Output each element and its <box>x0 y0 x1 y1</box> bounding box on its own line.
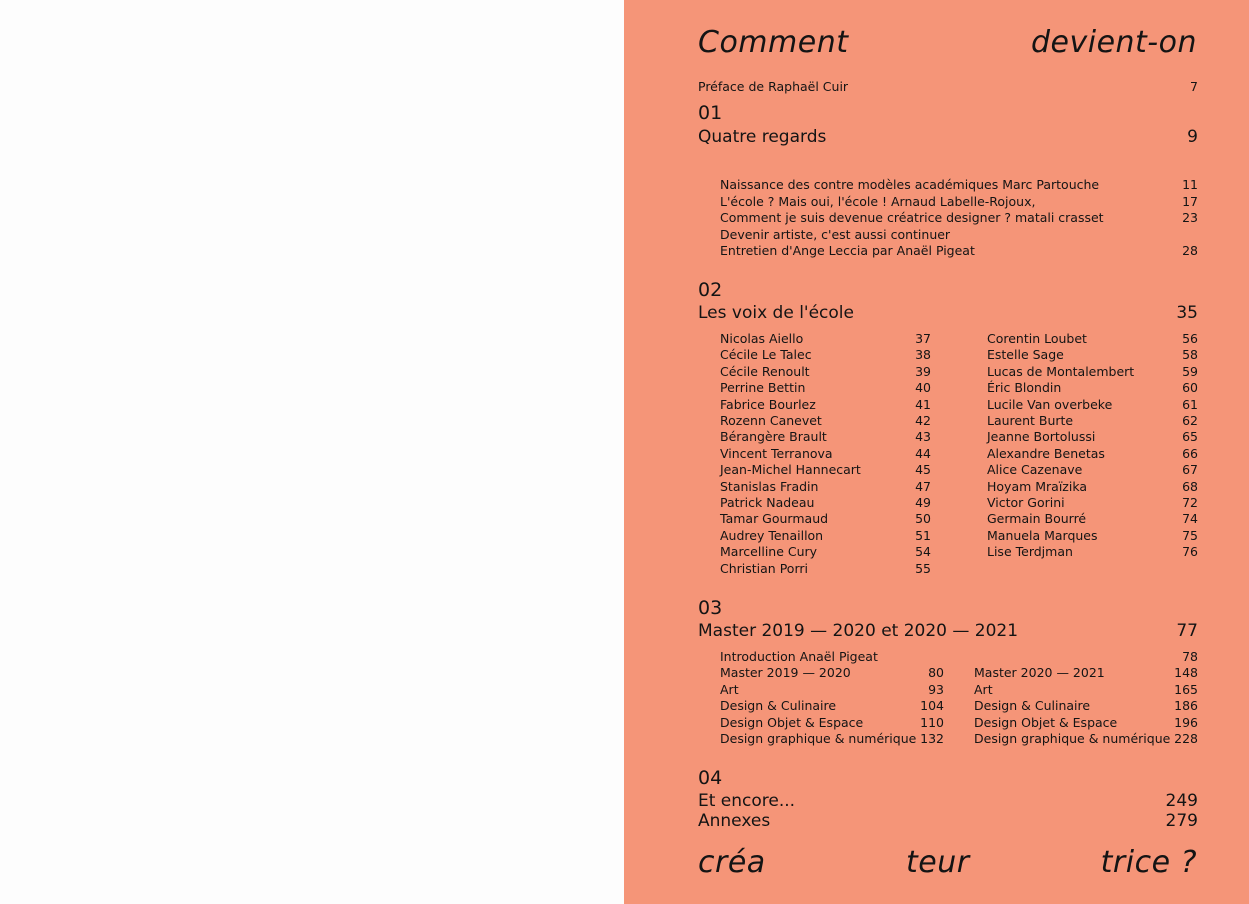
entry-label: Cécile Renoult <box>720 363 810 379</box>
toc-entry <box>720 715 944 732</box>
toc-entry <box>974 698 1198 715</box>
entry-label: Design graphique & numérique <box>974 731 1171 746</box>
toc-entry <box>720 331 931 348</box>
entry-page: 110 <box>920 714 944 730</box>
entry-label: Tamar Gourmaud <box>720 511 829 527</box>
entry-page: 50 <box>915 511 931 527</box>
footer-word-1: créa <box>698 845 766 880</box>
entry-page: 249 <box>1165 791 1198 811</box>
entry-page: 62 <box>1182 413 1198 428</box>
toc-entry <box>698 791 1198 811</box>
toc-entry <box>974 665 1198 682</box>
entry-page: 38 <box>915 347 931 363</box>
entry-label: Marcelline Cury <box>720 544 818 560</box>
entry-label: Vincent Terranova <box>720 445 833 461</box>
entry-page: 59 <box>1182 363 1198 379</box>
preface-label: Préface de Raphaël Cuir <box>698 79 849 94</box>
entry-label: Hoyam Mraïzika <box>987 478 1088 494</box>
entry-label: Master 2019 — 2020 <box>720 665 851 680</box>
entry-page: 56 <box>1182 331 1198 346</box>
entry-label: Estelle Sage <box>987 347 1064 363</box>
section-3-number: 03 <box>698 597 723 619</box>
entry-page: 47 <box>915 478 931 494</box>
toc-entry <box>974 682 1198 699</box>
toc-entry <box>987 331 1198 348</box>
toc-entry <box>987 462 1198 479</box>
entry-label: Corentin Loubet <box>987 331 1087 346</box>
entry-page: 17 <box>1182 193 1198 209</box>
entry-label: Master 2020 — 2021 <box>974 665 1105 680</box>
entry-page: 44 <box>915 445 931 461</box>
entry-label: Germain Bourré <box>987 511 1087 527</box>
section-2-number: 02 <box>698 279 723 301</box>
entry-page: 148 <box>1174 665 1198 680</box>
entry-page: 39 <box>915 363 931 379</box>
entry-page: 279 <box>1165 811 1198 831</box>
entry-label: Perrine Bettin <box>720 380 806 396</box>
entry-page: 65 <box>1182 429 1198 445</box>
entry-label: Design & Culinaire <box>720 698 837 713</box>
toc-entry <box>720 462 931 479</box>
entry-page: 165 <box>1174 681 1198 697</box>
entry-label: Lucile Van overbeke <box>987 396 1113 412</box>
toc-entry <box>987 495 1198 512</box>
entry-page: 42 <box>915 413 931 428</box>
toc-entry <box>987 429 1198 446</box>
entry-label: Manuela Marques <box>987 527 1098 543</box>
entry-page: 41 <box>915 396 931 412</box>
section-1-number: 01 <box>698 102 723 124</box>
entry-label: Et encore... <box>698 791 796 811</box>
entry-label: Annexes <box>698 811 771 831</box>
toc-entry <box>720 413 931 430</box>
entry-page: 37 <box>915 331 931 346</box>
entry-page: 28 <box>1182 243 1198 258</box>
entry-page: 51 <box>915 527 931 543</box>
toc-entry <box>720 446 931 463</box>
entry-label: Design Objet & Espace <box>974 714 1118 730</box>
entry-label: Introduction Anaël Pigeat <box>720 649 878 664</box>
entry-page: 40 <box>915 380 931 396</box>
toc-entry <box>987 364 1198 381</box>
entry-label: Art <box>720 681 739 697</box>
entry-label: Patrick Nadeau <box>720 495 815 510</box>
section-3-page: 77 <box>1176 621 1198 641</box>
entry-page: 132 <box>920 731 944 746</box>
entry-page: 58 <box>1182 347 1198 363</box>
entry-label: Bérangère Brault <box>720 429 827 445</box>
preface-page: 7 <box>1190 79 1198 94</box>
entry-label: Éric Blondin <box>987 380 1062 396</box>
entry-page: 75 <box>1182 527 1198 543</box>
toc-entry <box>720 429 931 446</box>
entry-page: 196 <box>1174 714 1198 730</box>
entry-label: Naissance des contre modèles académiques Marc Partouche <box>720 177 1100 192</box>
entry-page: 93 <box>928 681 944 697</box>
entry-page: 55 <box>915 560 931 576</box>
entry-page: 66 <box>1182 445 1198 461</box>
entry-label: Design graphique & numérique <box>720 731 917 746</box>
toc-entry <box>987 544 1198 561</box>
entry-page: 54 <box>915 544 931 560</box>
toc-entry <box>720 698 944 715</box>
entry-label: Rozenn Canevet <box>720 413 822 428</box>
section-2-page: 35 <box>1176 303 1198 323</box>
entry-page: 23 <box>1182 210 1198 225</box>
entry-label: Devenir artiste, c'est aussi continuer <box>720 226 951 242</box>
entry-label: Art <box>974 681 993 697</box>
toc-entry <box>720 731 944 748</box>
entry-page: 76 <box>1182 544 1198 560</box>
toc-entry <box>720 544 931 561</box>
toc-entry <box>987 413 1198 430</box>
entry-label: Stanislas Fradin <box>720 478 819 494</box>
toc-entry <box>720 194 1198 211</box>
entry-label: Cécile Le Talec <box>720 347 812 363</box>
entry-label: Audrey Tenaillon <box>720 527 824 543</box>
toc-entry <box>720 561 931 578</box>
entry-label: Laurent Burte <box>987 413 1074 428</box>
entry-label: Alexandre Benetas <box>987 445 1105 461</box>
entry-page: 228 <box>1174 731 1198 746</box>
entry-label: Victor Gorini <box>987 495 1065 510</box>
toc-entry <box>720 665 944 682</box>
entry-page: 43 <box>915 429 931 445</box>
entry-label: Alice Cazenave <box>987 462 1083 478</box>
toc-entry <box>698 811 1198 831</box>
entry-page: 80 <box>928 665 944 680</box>
entry-label: Jean-Michel Hannecart <box>720 462 861 478</box>
toc-entry <box>987 528 1198 545</box>
toc-entry <box>987 347 1198 364</box>
section-1-page: 9 <box>1187 127 1198 147</box>
toc-entry <box>987 446 1198 463</box>
toc-entry <box>987 397 1198 414</box>
entry-page: 60 <box>1182 380 1198 396</box>
toc-entry <box>720 479 931 496</box>
entry-label: Christian Porri <box>720 560 808 576</box>
entry-page: 72 <box>1182 495 1198 510</box>
contents-page <box>624 0 1249 904</box>
entry-page: 104 <box>920 698 944 713</box>
toc-entry <box>720 210 1198 227</box>
entry-label: Design & Culinaire <box>974 698 1091 713</box>
entry-label: Lise Terdjman <box>987 544 1073 560</box>
toc-entry <box>720 177 1198 194</box>
entry-page: 45 <box>915 462 931 478</box>
entry-page: 68 <box>1182 478 1198 494</box>
toc-entry <box>974 731 1198 748</box>
section-3-title: Master 2019 — 2020 et 2020 — 2021 <box>698 621 1019 641</box>
toc-entry <box>987 479 1198 496</box>
section-3-intro <box>720 649 1198 666</box>
toc-entry <box>720 682 944 699</box>
toc-entry <box>987 380 1198 397</box>
toc-entry <box>720 364 931 381</box>
toc-entry <box>720 397 931 414</box>
entry-page: 78 <box>1182 649 1198 664</box>
toc-entry <box>720 380 931 397</box>
entry-label: L'école ? Mais oui, l'école ! Arnaud Labelle-Rojoux, <box>720 193 1036 209</box>
entry-label: Jeanne Bortolussi <box>987 429 1096 445</box>
footer-word-2: teur <box>906 845 970 880</box>
entry-page: 49 <box>915 495 931 510</box>
header-word-left: Comment <box>698 25 849 60</box>
toc-entry <box>720 528 931 545</box>
header-word-right: devient-on <box>1030 25 1197 60</box>
entry-page: 61 <box>1182 396 1198 412</box>
entry-page: 67 <box>1182 462 1198 478</box>
section-4-number: 04 <box>698 767 723 789</box>
toc-entry <box>720 243 1198 260</box>
section-2-title: Les voix de l'école <box>698 303 854 323</box>
toc-entry <box>720 511 931 528</box>
toc-entry <box>720 495 931 512</box>
entry-label: Design Objet & Espace <box>720 714 864 730</box>
toc-entry <box>720 227 1198 244</box>
toc-entry <box>987 511 1198 528</box>
toc-entry <box>974 715 1198 732</box>
entry-label: Lucas de Montalembert <box>987 363 1135 379</box>
entry-label: Comment je suis devenue créatrice designer ? matali crasset <box>720 210 1104 225</box>
toc-entry <box>720 347 931 364</box>
entry-page: 11 <box>1182 177 1198 192</box>
section-1-title: Quatre regards <box>698 127 827 147</box>
entry-page: 186 <box>1174 698 1198 713</box>
entry-label: Fabrice Bourlez <box>720 396 816 412</box>
entry-page: 74 <box>1182 511 1198 527</box>
footer-word-3: trice ? <box>1100 845 1197 880</box>
entry-label: Nicolas Aiello <box>720 331 804 346</box>
entry-label: Entretien d'Ange Leccia par Anaël Pigeat <box>720 243 975 258</box>
